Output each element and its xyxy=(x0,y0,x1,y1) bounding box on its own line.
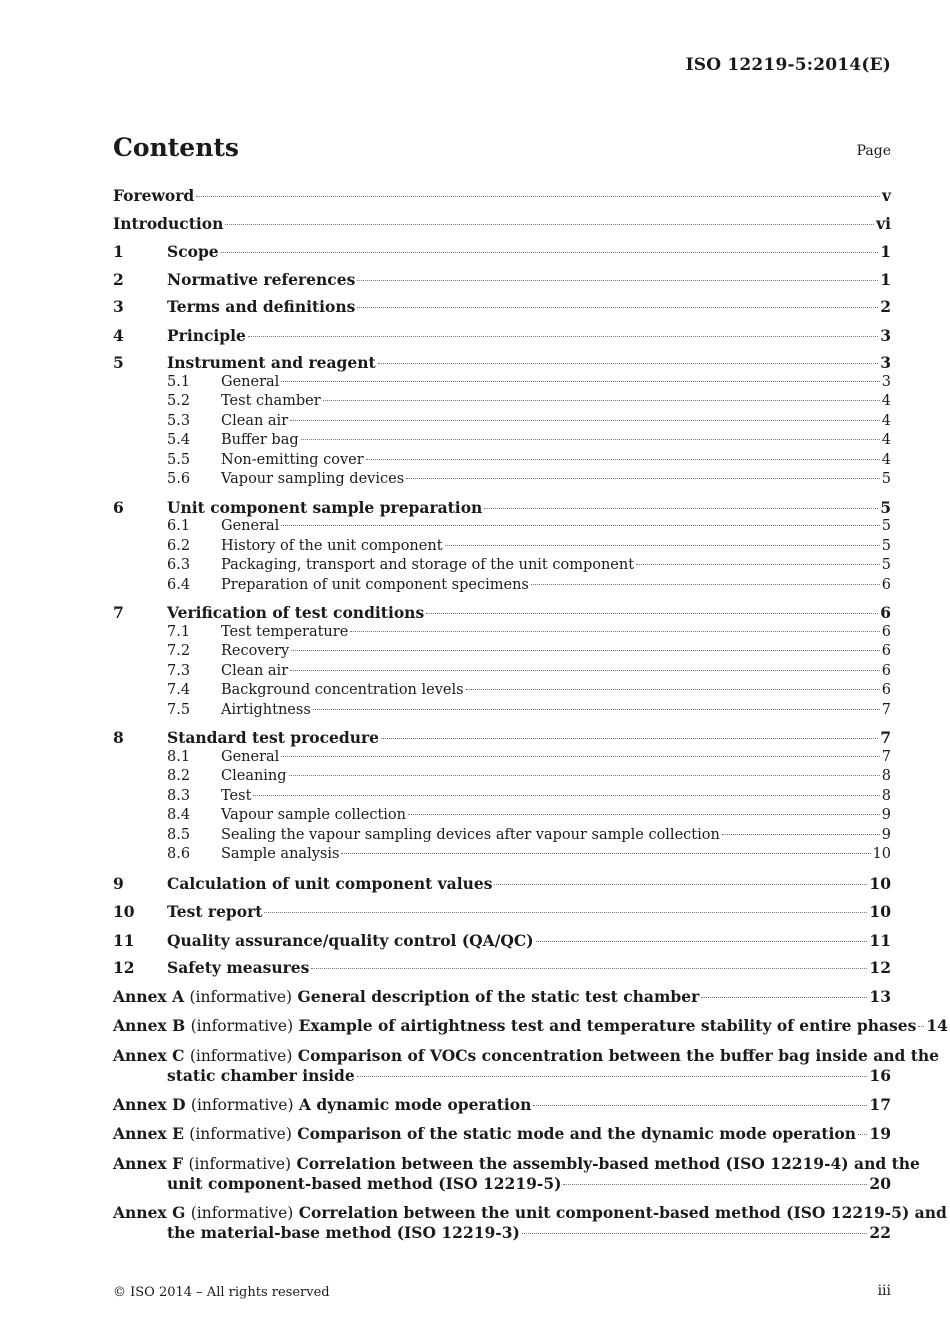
toc-subentry[interactable] xyxy=(113,556,891,576)
toc-entry[interactable] xyxy=(113,1153,920,1194)
toc-subentry[interactable] xyxy=(113,845,891,865)
dot-leader xyxy=(445,544,880,546)
page-title: Contents xyxy=(113,133,240,162)
entry-title: Standard test procedure xyxy=(167,728,380,747)
page-number: 7 xyxy=(881,701,891,718)
page-number: 4 xyxy=(881,393,891,409)
dot-leader xyxy=(225,223,874,225)
toc-entry-group xyxy=(113,1095,891,1116)
toc-entry-group xyxy=(113,1016,948,1037)
clause-number: 12 xyxy=(113,958,135,977)
subclause-number: 8.6 xyxy=(167,846,191,862)
subentry-title: Test temperature xyxy=(221,623,349,640)
subentry-title: History of the unit component xyxy=(221,537,443,554)
entry-title: Scope xyxy=(167,242,219,261)
page-number: 14 xyxy=(926,1016,948,1035)
entry-title: Introduction xyxy=(113,213,224,233)
page-number: 6 xyxy=(881,662,891,679)
page-number: 6 xyxy=(880,603,891,622)
toc-subentry[interactable] xyxy=(113,701,891,721)
subclause-number: 8.2 xyxy=(167,768,191,784)
page-number: 2 xyxy=(880,297,891,316)
toc-subentry[interactable] xyxy=(113,787,891,807)
toc-entry-group xyxy=(113,353,891,490)
annex-informative: (informative) xyxy=(190,1017,294,1035)
page-number: 19 xyxy=(869,1124,891,1143)
page-number: 3 xyxy=(880,353,891,372)
dot-leader xyxy=(701,996,867,998)
dot-leader xyxy=(253,794,879,796)
subclause-number: 8.4 xyxy=(167,807,191,823)
page-number: 5 xyxy=(880,497,891,517)
annex-title: General description of the static test chamber xyxy=(297,986,700,1006)
subclause-number: 7.5 xyxy=(167,701,191,718)
subentry-title: Buffer bag xyxy=(221,432,299,448)
subclause-number: 8.1 xyxy=(167,748,191,765)
dot-leader xyxy=(357,306,878,308)
dot-leader xyxy=(357,279,878,281)
toc-entry-group xyxy=(113,902,891,922)
entry-title: Terms and definitions xyxy=(167,297,356,316)
annex-informative: (informative) xyxy=(190,1203,294,1222)
entry-title: Calculation of unit component values xyxy=(167,873,493,893)
annex-label: Annex G xyxy=(113,1202,186,1222)
clause-number: 11 xyxy=(113,930,135,950)
subclause-number: 7.2 xyxy=(167,643,191,659)
subentry-title: Test chamber xyxy=(221,393,321,409)
clause-number: 3 xyxy=(113,297,124,316)
annex-title: A dynamic mode operation xyxy=(298,1094,532,1114)
annex-informative: (informative) xyxy=(189,1046,293,1065)
clause-number: 5 xyxy=(113,353,124,372)
entry-title-line2 xyxy=(113,1174,891,1194)
page-number: 10 xyxy=(872,846,891,862)
dot-leader xyxy=(722,833,880,835)
annex-title-continued: the material-base method (ISO 12219-3) xyxy=(167,1223,520,1242)
toc-entry[interactable] xyxy=(113,1124,891,1145)
annex-label: Annex D xyxy=(113,1094,186,1114)
entry-title xyxy=(113,1016,916,1037)
toc-subentry[interactable] xyxy=(113,373,891,393)
subentry-title: Non-emitting cover xyxy=(221,451,364,468)
page-number: 4 xyxy=(881,451,891,468)
toc-subentry[interactable] xyxy=(113,642,891,662)
page-number: 5 xyxy=(881,537,891,554)
page-number: 17 xyxy=(869,1094,891,1114)
entry-title xyxy=(113,1124,856,1145)
toc-entry[interactable] xyxy=(113,242,891,262)
annex-label: Annex C xyxy=(113,1045,185,1065)
toc-entry-group xyxy=(113,958,891,978)
annex-title: Correlation between the unit component-based method (ISO 12219-5) and xyxy=(298,1202,947,1222)
dot-leader xyxy=(196,195,880,197)
subclause-number: 6.3 xyxy=(167,557,191,573)
dot-leader xyxy=(381,737,878,739)
annex-label: Annex E xyxy=(113,1124,184,1143)
page-number: 8 xyxy=(881,787,891,804)
annex-title: Example of airtightness test and temperature stability of entire phases xyxy=(298,1016,917,1035)
dot-leader xyxy=(341,852,870,854)
entry-title: Unit component sample preparation xyxy=(167,497,483,517)
page-number: 10 xyxy=(869,902,891,921)
toc-entry[interactable] xyxy=(113,1202,947,1243)
dot-leader xyxy=(264,911,867,913)
subentry-title: General xyxy=(221,373,280,390)
toc-subentry[interactable] xyxy=(113,662,891,682)
subclause-number: 8.3 xyxy=(167,787,191,804)
subclause-number: 7.4 xyxy=(167,682,191,698)
toc-entry-group xyxy=(113,987,891,1008)
annex-title-continued: static chamber inside xyxy=(167,1066,355,1085)
page-number: 4 xyxy=(881,432,891,448)
page-number: 5 xyxy=(881,557,891,573)
toc-entry[interactable] xyxy=(113,353,891,373)
subentry-title: Recovery xyxy=(221,643,290,659)
toc-entry-group xyxy=(113,1124,891,1145)
toc-entry-group xyxy=(113,270,891,290)
page-number: 6 xyxy=(881,576,891,593)
dot-leader xyxy=(281,524,879,526)
toc-subentry[interactable] xyxy=(113,767,891,787)
dot-leader xyxy=(290,419,880,421)
toc-entry-group xyxy=(113,214,891,234)
dot-leader xyxy=(426,612,878,614)
page-number: 1 xyxy=(880,242,891,261)
subclause-number: 5.2 xyxy=(167,393,191,409)
toc-entry[interactable] xyxy=(113,603,891,623)
dot-leader xyxy=(366,458,880,460)
page-number: 9 xyxy=(881,807,891,823)
toc-entry[interactable] xyxy=(113,326,891,346)
toc-subentry[interactable] xyxy=(113,412,891,432)
page-number: 6 xyxy=(881,623,891,640)
dot-leader xyxy=(406,477,880,479)
clause-number: 8 xyxy=(113,728,124,747)
toc-entry-group xyxy=(113,186,891,206)
entry-title: Normative references xyxy=(167,269,356,289)
subentry-title: Test xyxy=(221,787,252,804)
subclause-number: 6.4 xyxy=(167,576,191,593)
dot-leader xyxy=(301,438,880,440)
page-number: 16 xyxy=(869,1066,891,1085)
dot-leader xyxy=(563,1183,867,1185)
subclause-number: 8.5 xyxy=(167,826,191,843)
entry-title: Foreword xyxy=(113,186,195,205)
subclause-number: 7.3 xyxy=(167,662,191,679)
document-id: ISO 12219-5:2014(E) xyxy=(685,55,891,75)
toc-entry-group xyxy=(113,242,891,262)
page-number: 6 xyxy=(881,643,891,659)
table-of-contents xyxy=(113,186,948,1243)
entry-title: Quality assurance/quality control (QA/QC) xyxy=(167,930,534,950)
entry-title xyxy=(113,1095,531,1116)
annex-title-continued: unit component-based method (ISO 12219-5) xyxy=(167,1174,562,1193)
page-number: 10 xyxy=(869,873,891,893)
entry-title-line1 xyxy=(113,1045,940,1067)
subclause-number: 5.1 xyxy=(167,373,191,390)
dot-leader xyxy=(531,583,880,585)
toc-subentry[interactable] xyxy=(113,748,891,768)
toc-subentry[interactable] xyxy=(113,451,891,471)
subclause-number: 7.1 xyxy=(167,623,191,640)
page-number: 11 xyxy=(869,930,891,950)
dot-leader xyxy=(281,755,879,757)
toc-entry[interactable] xyxy=(113,931,891,951)
toc-entry[interactable] xyxy=(113,874,891,894)
subentry-title: Sample analysis xyxy=(221,846,340,862)
dot-leader xyxy=(291,649,880,651)
subentry-title: Clean air xyxy=(221,412,289,429)
entry-title xyxy=(113,987,699,1008)
page-column-label: Page xyxy=(856,143,891,159)
toc-subentry[interactable] xyxy=(113,431,891,451)
annex-title: Correlation between the assembly-based method (ISO 12219-4) and the xyxy=(296,1153,920,1173)
dot-leader xyxy=(533,1104,867,1106)
page-number: 3 xyxy=(881,373,891,390)
subclause-number: 5.5 xyxy=(167,451,191,468)
page-number: 22 xyxy=(869,1223,891,1242)
subentry-title: Packaging, transport and storage of the unit component xyxy=(221,557,635,573)
subclause-number: 5.4 xyxy=(167,432,191,448)
toc-entry-group xyxy=(113,874,891,894)
page-number: v xyxy=(881,186,891,205)
dot-leader xyxy=(350,630,879,632)
clause-number: 1 xyxy=(113,242,124,261)
entry-title: Principle xyxy=(167,325,246,345)
toc-subentry[interactable] xyxy=(113,806,891,826)
footer-page-number: iii xyxy=(877,1283,891,1299)
page-number: 1 xyxy=(880,269,891,289)
toc-subentry[interactable] xyxy=(113,517,891,537)
dot-leader xyxy=(466,688,880,690)
dot-leader xyxy=(323,399,880,401)
toc-entry[interactable] xyxy=(113,297,891,317)
subclause-number: 5.6 xyxy=(167,471,191,487)
entry-title: Verification of test conditions xyxy=(167,603,425,622)
subentry-title: Background concentration levels xyxy=(221,682,464,698)
clause-number: 10 xyxy=(113,902,135,921)
subentry-title: General xyxy=(221,518,280,534)
dot-leader xyxy=(408,813,880,815)
dot-leader xyxy=(378,362,879,364)
dot-leader xyxy=(281,380,879,382)
dot-leader xyxy=(357,1075,868,1077)
dot-leader xyxy=(248,335,878,337)
toc-entry-group xyxy=(113,297,891,317)
dot-leader xyxy=(918,1025,924,1027)
clause-number: 6 xyxy=(113,497,124,517)
annex-label: Annex B xyxy=(113,1016,186,1035)
toc-entry[interactable] xyxy=(113,1016,948,1037)
dot-leader xyxy=(290,669,880,671)
page-number: 9 xyxy=(881,826,891,843)
toc-entry[interactable] xyxy=(113,1095,891,1116)
dot-leader xyxy=(311,967,867,969)
dot-leader xyxy=(313,708,880,710)
entry-title-line2 xyxy=(113,1223,891,1243)
footer-copyright: © ISO 2014 – All rights reserved xyxy=(113,1285,330,1300)
clause-number: 2 xyxy=(113,269,124,289)
toc-subentry[interactable] xyxy=(113,681,891,701)
subentry-title: Preparation of unit component specimens xyxy=(221,576,529,593)
page-number: 12 xyxy=(869,958,891,977)
toc-entry[interactable] xyxy=(113,958,891,978)
toc-subentry[interactable] xyxy=(113,576,891,596)
annex-informative: (informative) xyxy=(189,1125,292,1143)
entry-title-line2 xyxy=(113,1066,891,1086)
annex-informative: (informative) xyxy=(190,1095,294,1114)
subentry-title: Clean air xyxy=(221,662,289,679)
subentry-title: Vapour sample collection xyxy=(221,807,406,823)
subentry-title: Airtightness xyxy=(221,701,311,718)
annex-label: Annex A xyxy=(113,986,185,1006)
annex-title: Comparison of the static mode and the dynamic mode operation xyxy=(297,1124,857,1143)
toc-subentry[interactable] xyxy=(113,537,891,557)
dot-leader xyxy=(494,883,867,885)
subclause-number: 5.3 xyxy=(167,412,191,429)
page-number: 5 xyxy=(881,471,891,487)
toc-entry-group xyxy=(113,1153,920,1194)
toc-subentry[interactable] xyxy=(113,623,891,643)
dot-leader xyxy=(484,507,878,509)
subentry-title: General xyxy=(221,748,280,765)
toc-entry-group xyxy=(113,498,891,596)
dot-leader xyxy=(289,774,880,776)
entry-title: Test report xyxy=(167,902,263,921)
toc-subentry[interactable] xyxy=(113,392,891,412)
dot-leader xyxy=(858,1133,867,1135)
page-number: 6 xyxy=(881,682,891,698)
subentry-title: Vapour sampling devices xyxy=(221,471,405,487)
toc-entry[interactable] xyxy=(113,1045,940,1086)
toc-entry[interactable] xyxy=(113,498,891,518)
page-number: 3 xyxy=(880,325,891,345)
subclause-number: 6.1 xyxy=(167,518,191,534)
page-number: 5 xyxy=(881,518,891,534)
toc-entry[interactable] xyxy=(113,270,891,290)
toc-entry-group xyxy=(113,728,891,865)
toc-entry[interactable] xyxy=(113,987,891,1008)
toc-entry-group xyxy=(113,1045,940,1086)
entry-title: Safety measures xyxy=(167,958,310,977)
page-number: 20 xyxy=(869,1174,891,1193)
page-number: 4 xyxy=(881,412,891,429)
subclause-number: 6.2 xyxy=(167,537,191,554)
annex-title: Comparison of VOCs concentration between the buffer bag inside and the xyxy=(297,1045,940,1065)
toc-entry[interactable] xyxy=(113,214,891,234)
page-number: 13 xyxy=(869,986,891,1006)
page-number: 7 xyxy=(880,728,891,747)
subentry-title: Sealing the vapour sampling devices after vapour sample collection xyxy=(221,826,720,843)
subentry-title: Cleaning xyxy=(221,768,287,784)
page-number: vi xyxy=(876,213,891,233)
annex-informative: (informative) xyxy=(189,987,293,1006)
entry-title: Instrument and reagent xyxy=(167,353,376,372)
clause-number: 4 xyxy=(113,325,124,345)
dot-leader xyxy=(536,940,868,942)
toc-subentry[interactable] xyxy=(113,826,891,846)
annex-informative: (informative) xyxy=(188,1154,292,1173)
toc-entry[interactable] xyxy=(113,902,891,922)
clause-number: 7 xyxy=(113,603,124,622)
page-number: 7 xyxy=(881,748,891,765)
toc-entry-group xyxy=(113,931,891,951)
toc-entry-group xyxy=(113,603,891,720)
toc-entry[interactable] xyxy=(113,728,891,748)
toc-subentry[interactable] xyxy=(113,470,891,490)
toc-entry-group xyxy=(113,1202,947,1243)
entry-title-line1 xyxy=(113,1202,947,1224)
clause-number: 9 xyxy=(113,873,124,893)
dot-leader xyxy=(522,1232,868,1234)
dot-leader xyxy=(636,563,880,565)
toc-entry-group xyxy=(113,326,891,346)
toc-entry[interactable] xyxy=(113,186,891,206)
page-number: 8 xyxy=(881,768,891,784)
entry-title-line1 xyxy=(113,1153,920,1175)
dot-leader xyxy=(221,251,879,253)
annex-label: Annex F xyxy=(113,1153,184,1173)
